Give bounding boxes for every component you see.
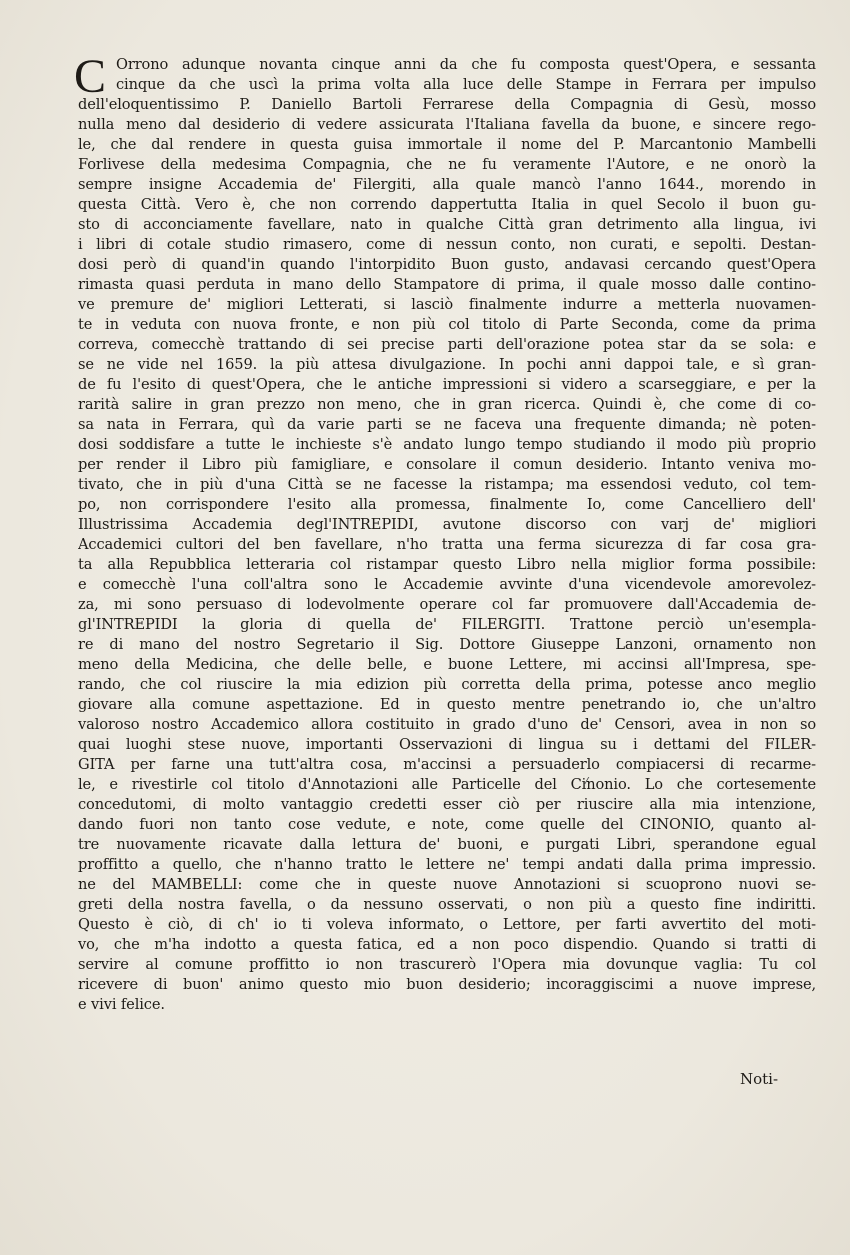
text-line: per render il Libro più famigliare, e consolare il comun desiderio. Intanto veniva mo- — [78, 456, 816, 473]
text-line: se ne vide nel 1659. la più attesa divulgazione. In pochi anni dappoi tale, e sì gran- — [78, 356, 816, 373]
text-line: valoroso nostro Accademico allora costituito in grado d'uno de' Censori, avea in non so — [78, 716, 816, 733]
text-line: sa nata in Ferrara, quì da varie parti se ne faceva una frequente dimanda; nè poten- — [78, 416, 816, 433]
text-line: rando, che col riuscire la mia edizion più corretta della prima, potesse anco meglio — [78, 676, 816, 693]
text-line: sempre insigne Accademia de' Filergiti, alla quale mancò l'anno 1644., morendo in — [78, 176, 816, 193]
text-line: dosi però di quand'in quando l'intorpidito Buon gusto, andavasi cercando quest'Opera — [78, 256, 816, 273]
text-line: i libri di cotale studio rimasero, come di nessun conto, non curati, e sepolti. Destan- — [78, 236, 816, 253]
text-line: gl'INTREPIDI la gloria di quella de' FILERGITI. Trattone perciò un'esempla- — [78, 616, 816, 633]
text-line: dell'eloquentissimo P. Daniello Bartoli Ferrarese della Compagnia di Gesù, mosso — [78, 96, 816, 113]
text-line: ta alla Repubblica letteraria col ristampar questo Libro nella miglior forma possibile: — [78, 556, 816, 573]
text-line: re di mano del nostro Segretario il Sig. Dottore Giuseppe Lanzoni, ornamento non — [78, 636, 816, 653]
text-line: quai luoghi stese nuove, importanti Osservazioni di lingua su i dettami del FILER- — [78, 736, 816, 753]
text-line: te in veduta con nuova fronte, e non più col titolo di Parte Seconda, come da prima — [78, 316, 816, 333]
text-line: greti della nostra favella, o da nessuno osservati, o non più a questo fine indiritti. — [78, 896, 816, 913]
text-line: nulla meno dal desiderio di vedere assicurata l'Italiana favella da buone, e sincere rego- — [78, 116, 816, 133]
text-line: Accademici cultori del ben favellare, n'ho tratta una ferma sicurezza di far cosa gra- — [78, 536, 816, 553]
text-line: de fu l'esito di quest'Opera, che le antiche impressioni si videro a scarseggiare, e per la — [78, 376, 816, 393]
text-line: correva, comecchè trattando di sei precise parti dell'orazione potea star da se sola: e — [78, 336, 816, 353]
text-line: rarità salire in gran prezzo non meno, che in gran ricerca. Quindi è, che come di co- — [78, 396, 816, 413]
text-line: ricevere di buon' animo questo mio buon desiderio; incoraggiscimi a nuove imprese, — [78, 976, 816, 993]
text-line: ve premure de' migliori Letterati, si lasciò finalmente indurre a metterla nuovamen- — [78, 296, 816, 313]
text-line: meno della Medicina, che delle belle, e buone Lettere, mi accinsi all'Impresa, spe- — [78, 656, 816, 673]
text-line: servire al comune proffitto io non trascurerò l'Opera mia dovunque vaglia: Tu col — [78, 956, 816, 973]
text-line: Questo è ciò, di ch' io ti voleva informato, o Lettore, per farti avvertito del moti- — [78, 916, 816, 933]
text-line: giovare alla comune aspettazione. Ed in questo mentre penetrando io, che un'altro — [78, 696, 816, 713]
text-line: cinque da che uscì la prima volta alla luce delle Stampe in Ferrara per impulso — [116, 76, 816, 93]
text-line: e comecchè l'una coll'altra sono le Accademie avvinte d'una vicendevole amorevolez- — [78, 576, 816, 593]
text-line: rimasta quasi perduta in mano dello Stampatore di prima, il quale mosso dalle contino- — [78, 276, 816, 293]
text-line: Orrono adunque novanta cinque anni da che fu composta quest'Opera, e sessanta — [116, 56, 816, 73]
text-line: dando fuori non tanto cose vedute, e note, come quelle del CINONIO, quanto al- — [78, 816, 816, 833]
text-line: sto di acconciamente favellare, nato in qualche Città gran detrimento alla lingua, ivi — [78, 216, 816, 233]
text-line: Forlivese della medesima Compagnia, che ne fu veramente l'Autore, e ne onorò la — [78, 156, 816, 173]
text-lines — [78, 55, 816, 1015]
text-line: tivato, che in più d'una Città se ne facesse la ristampa; ma essendosi veduto, col tem- — [78, 476, 816, 493]
preface-text — [74, 50, 816, 1015]
text-line: Illustrissima Accademia degl'INTREPIDI, avutone discorso con varj de' migliori — [78, 516, 816, 533]
text-line: GITA per farne una tutt'altra cosa, m'accinsi a persuaderlo compiacersi di recarme- — [78, 756, 816, 773]
drop-cap: C — [74, 50, 107, 103]
text-line: dosi soddisfare a tutte le inchieste s'è andato lungo tempo studiando il modo più proprio — [78, 436, 816, 453]
catchword: Noti- — [740, 1070, 779, 1088]
text-line: po, non corrispondere l'esito alla promessa, finalmente Io, come Cancelliero dell' — [78, 496, 816, 513]
text-line: e vivi felice. — [78, 996, 165, 1013]
text-line: tre nuovamente ricavate dalla lettura de' buoni, e purgati Libri, sperandone egual — [78, 836, 816, 853]
text-line: proffitto a quello, che n'hanno tratto le lettere ne' tempi andati dalla prima impressio. — [78, 856, 816, 873]
text-line: le, e rivestirle col titolo d'Annotazioni alle Particelle del Cinonio. Lo che cortesemente — [78, 776, 816, 793]
text-line: za, mi sono persuaso di lodevolmente operare col far promuovere dall'Accademia de- — [78, 596, 816, 613]
text-line: questa Città. Vero è, che non correndo dappertutta Italia in quel Secolo il buon gu- — [78, 196, 816, 213]
text-line: concedutomi, di molto vantaggio credetti esser ciò per riuscire alla mia intenzione, — [78, 796, 816, 813]
text-line: le, che dal rendere in questa guisa immortale il nome del P. Marcantonio Mambelli — [78, 136, 816, 153]
text-line: ne del MAMBELLI: come che in queste nuove Annotazioni si scuoprono nuovi se- — [78, 876, 816, 893]
text-line: vo, che m'ha indotto a questa fatica, ed a non poco dispendio. Quando si tratti di — [78, 936, 816, 953]
